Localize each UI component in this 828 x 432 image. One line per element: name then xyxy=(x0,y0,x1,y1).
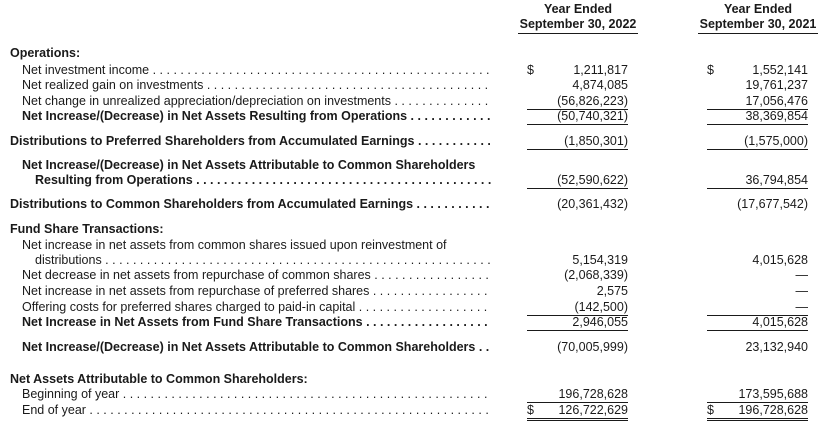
value-2022: (142,500) xyxy=(527,299,628,316)
row-label-line1: Net Increase/(Decrease) in Net Assets Attributable to Common Shareholders xyxy=(22,158,476,172)
table-row-beginning-of-year xyxy=(0,386,828,402)
column-header-2022 xyxy=(518,2,638,34)
table-row-net-investment-income xyxy=(0,62,828,78)
value-2021: 36,794,854 xyxy=(707,172,808,189)
row-label: Distributions to Common Shareholders from Accumulated Earnings . . . xyxy=(10,196,491,212)
column-header-2021 xyxy=(698,2,818,34)
value-2021: 196,728,628 xyxy=(707,402,808,421)
table-row-net-realized-gain xyxy=(0,77,828,93)
value-2021: 4,015,628 xyxy=(752,253,808,267)
value-2022: (70,005,999) xyxy=(557,340,628,354)
value-2021: (1,575,000) xyxy=(707,133,808,150)
section-heading-label: Net Assets Attributable to Common Shareholders: xyxy=(10,372,308,386)
value-2022: (56,826,223) xyxy=(527,93,628,110)
row-label: End of year . . . xyxy=(22,402,491,418)
currency-symbol: $ xyxy=(707,403,714,417)
table-row-distributions-common xyxy=(0,196,828,212)
currency-symbol: $ xyxy=(707,63,714,77)
value-2022: (50,740,321) xyxy=(527,108,628,125)
value-2021: 17,056,476 xyxy=(707,93,808,110)
table-row-repurchase-preferred xyxy=(0,283,828,299)
row-label: Offering costs for preferred shares charged to paid-in capital . . . xyxy=(22,299,491,315)
value-2021: — xyxy=(707,299,808,316)
value-2022: 2,575 xyxy=(596,284,628,298)
table-row-end-of-year xyxy=(0,402,828,418)
value-2021: 4,015,628 xyxy=(707,314,808,331)
row-label: Distributions to Preferred Shareholders from Accumulated Earnings . . . xyxy=(10,133,491,149)
column-header-2022-line1: Year Ended xyxy=(543,2,613,16)
table-row-reinvestment xyxy=(0,252,828,268)
value-2022: 2,946,055 xyxy=(527,314,628,331)
table-row-repurchase-common xyxy=(0,267,828,283)
table-row-distributions-preferred xyxy=(0,133,828,149)
row-label: Net Increase/(Decrease) in Net Assets Resulting from Operations . . . xyxy=(22,108,491,124)
column-header-2021-line1: Year Ended xyxy=(723,2,793,16)
table-row-net-change-unrealized xyxy=(0,93,828,109)
row-label: Beginning of year . . . xyxy=(22,386,491,402)
table-row-reinvestment-line1 xyxy=(0,237,828,253)
value-2021: — xyxy=(795,268,808,282)
row-label-line2: distributions . . . xyxy=(35,252,491,268)
column-header-2021-line2: September 30, 2021 xyxy=(698,17,818,34)
row-label: Net realized gain on investments . . . xyxy=(22,77,491,93)
value-2022: (20,361,432) xyxy=(557,197,628,211)
table-row-net-increase-operations xyxy=(0,108,828,124)
row-label: Net decrease in net assets from repurchase of common shares . . . xyxy=(22,267,491,283)
value-2021: 23,132,940 xyxy=(745,340,808,354)
table-row-net-increase-fund-share xyxy=(0,314,828,330)
section-heading-label: Fund Share Transactions: xyxy=(10,222,164,236)
value-2022: 126,722,629 xyxy=(527,402,628,421)
value-2021: — xyxy=(795,284,808,298)
value-2022: 196,728,628 xyxy=(527,386,628,403)
row-label: Net investment income . . . xyxy=(22,62,491,78)
section-heading-label: Operations: xyxy=(10,46,81,60)
row-label: Net Increase in Net Assets from Fund Share Transactions . . . xyxy=(22,314,491,330)
table-row-net-common-ops xyxy=(0,172,828,188)
row-label: Net increase in net assets from repurchase of preferred shares . . . xyxy=(22,283,491,299)
section-heading-operations xyxy=(0,45,828,61)
value-2022: 5,154,319 xyxy=(572,253,628,267)
value-2021: 38,369,854 xyxy=(707,108,808,125)
column-header-2022-line2: September 30, 2022 xyxy=(518,17,638,34)
section-heading-fund-share xyxy=(0,221,828,237)
section-heading-net-assets xyxy=(0,371,828,387)
table-row-offering-costs xyxy=(0,299,828,315)
table-row-net-common-total xyxy=(0,339,828,355)
value-2022: (52,590,622) xyxy=(527,172,628,189)
value-2021: (17,677,542) xyxy=(737,197,808,211)
value-2022: (2,068,339) xyxy=(564,268,628,282)
value-2021: 173,595,688 xyxy=(707,386,808,403)
currency-symbol: $ xyxy=(527,63,534,77)
value-2021: 1,552,141 xyxy=(752,63,808,77)
value-2022: (1,850,301) xyxy=(527,133,628,150)
row-label-line1: Net increase in net assets from common shares issued upon reinvestment of xyxy=(22,238,447,252)
row-label: Net Increase/(Decrease) in Net Assets Attributable to Common Shareholders . . . xyxy=(22,339,491,355)
currency-symbol: $ xyxy=(527,403,534,417)
table-row-net-common-ops-line1 xyxy=(0,157,828,173)
value-2021: 19,761,237 xyxy=(745,78,808,92)
row-label-line2: Resulting from Operations . . . xyxy=(35,172,491,188)
value-2022: 1,211,817 xyxy=(573,63,628,77)
row-label: Net change in unrealized appreciation/depreciation on investments . . . xyxy=(22,93,491,109)
value-2022: 4,874,085 xyxy=(572,78,628,92)
